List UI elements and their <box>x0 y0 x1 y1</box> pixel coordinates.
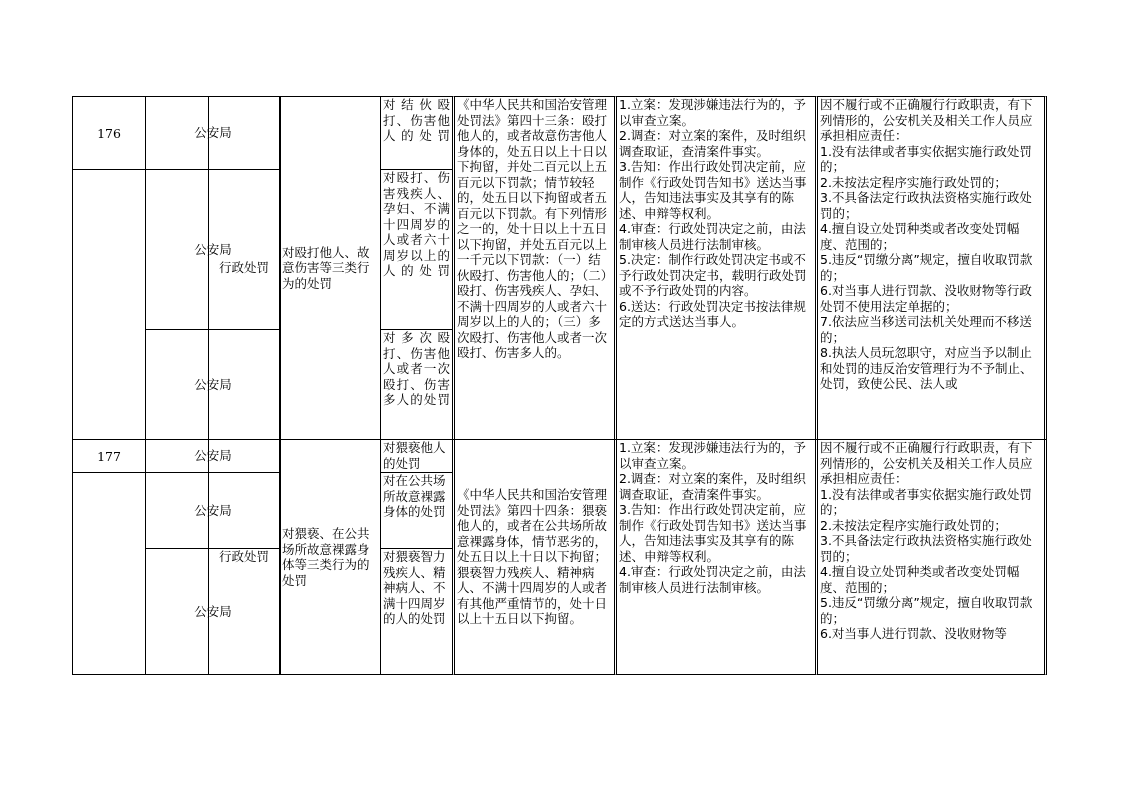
row-number: 176 <box>72 96 146 170</box>
row-number-continued <box>72 472 146 675</box>
legal-basis-cell: 《中华人民共和国治安管理处罚法》第四十四条：猥亵他人的，或者在公共场所故意裸露身体，情节恶劣的，处五日以上十日以下拘留；猥亵智力残疾人、精神病人、不满十四周岁的人或者有其他严重情节的，处十日以上十五日以下拘留。 <box>452 439 617 675</box>
sub-item-cell: 对殴打、伤害残疾人、孕妇、不满十四周岁的人或者六十周岁以上的人的处罚 <box>380 169 453 330</box>
department-cell: 公安局 <box>145 548 281 675</box>
process-cell: 1.立案：发现涉嫌违法行为的，予以审查立案。 2.调查：对立案的案件，及时组织调查取证，查清案件事实。 3.告知：作出行政处罚决定前，应制作《行政处罚告知书》送达当事人，告知违法事实及其享有的陈述、申辩等权利。 4.审查：行政处罚决定之前，由法制审核人员进行法制审核。 <box>616 439 816 675</box>
item-name-cell: 对殴打他人、故意伤害等三类行为的处罚 <box>279 96 381 440</box>
liability-cell: 因不履行或不正确履行行政职责，有下列情形的，公安机关及相关工作人员应承担相应责任： 1.没有法律或者事实依据实施行政处罚的； 2.未按法定程序实施行政处罚的； 3.不具备法定行政执法资格实施行政处罚的； 4.擅自设立处罚种类或者改变处罚幅度、范围的； 5.违反“罚缴分离”规定，擅自收取罚款的； 6.对当事人进行罚款、没收财物等行政处罚不使用法定单据的； 7.依法应当移送司法机关处理而不移送的； 8.执法人员玩忽职守，对应当予以制止和处罚的违反治安管理行为不予制止、处罚，致使公民、法人或 <box>815 96 1047 440</box>
department-cell: 公安局 <box>145 169 281 330</box>
department-cell: 公安局 <box>145 472 281 549</box>
process-cell: 1.立案：发现涉嫌违法行为的，予以审查立案。 2.调查：对立案的案件，及时组织调查取证，查清案件事实。 3.告知：作出行政处罚决定前，应制作《行政处罚告知书》送达当事人，告知违法事实及其享有的陈述、申辩等权利。 4.审查：行政处罚决定之前，由法制审核人员进行法制审核。 5.决定：制作行政处罚决定书或不予行政处罚决定书，载明行政处罚或不予行政处罚的内容。 6.送达：行政处罚决定书按法律规定的方式送达当事人。 <box>616 96 816 440</box>
row-number-continued <box>72 169 146 440</box>
department-cell: 公安局 <box>145 96 281 170</box>
row-number: 177 <box>72 439 146 473</box>
permission-table <box>72 96 1047 675</box>
sub-item-cell: 对在公共场所故意裸露身体的处罚 <box>380 472 453 549</box>
sub-item-cell: 对结伙殴打、伤害他人的处罚 <box>380 96 453 170</box>
department-cell: 公安局 <box>145 329 281 440</box>
sub-item-cell: 对多次殴打、伤害他人或者一次殴打、伤害多人的处罚 <box>380 329 453 440</box>
sub-item-cell: 对猥亵智力残疾人、精神病人、不满十四周岁的人的处罚 <box>380 548 453 675</box>
legal-basis-cell: 《中华人民共和国治安管理处罚法》第四十三条：殴打他人的，或者故意伤害他人身体的，处五日以上十日以下拘留，并处二百元以上五百元以下罚款；情节较轻的，处五日以下拘留或者五百元以下罚款。有下列情形之一的，处十日以上十五日以下拘留，并处五百元以上一千元以下罚款：（一）结伙殴打、伤害他人的；（二）殴打、伤害残疾人、孕妇、不满十四周岁的人或者六十周岁以上的人的；（三）多次殴打、伤害他人或者一次殴打、伤害多人的。 <box>452 96 617 440</box>
sub-item-cell: 对猥亵他人的处罚 <box>380 439 453 473</box>
category-cell: 行政处罚 <box>208 439 280 675</box>
department-cell: 公安局 <box>145 439 281 473</box>
item-name-cell: 对猥亵、在公共场所故意裸露身体等三类行为的处罚 <box>279 439 381 675</box>
category-cell: 行政处罚 <box>208 96 280 440</box>
liability-cell: 因不履行或不正确履行行政职责，有下列情形的，公安机关及相关工作人员应承担相应责任： 1.没有法律或者事实依据实施行政处罚的； 2.未按法定程序实施行政处罚的； 3.不具备法定行政执法资格实施行政处罚的； 4.擅自设立处罚种类或者改变处罚幅度、范围的； 5.违反“罚缴分离”规定，擅自收取罚款的； 6.对当事人进行罚款、没收财物等 <box>815 439 1047 675</box>
